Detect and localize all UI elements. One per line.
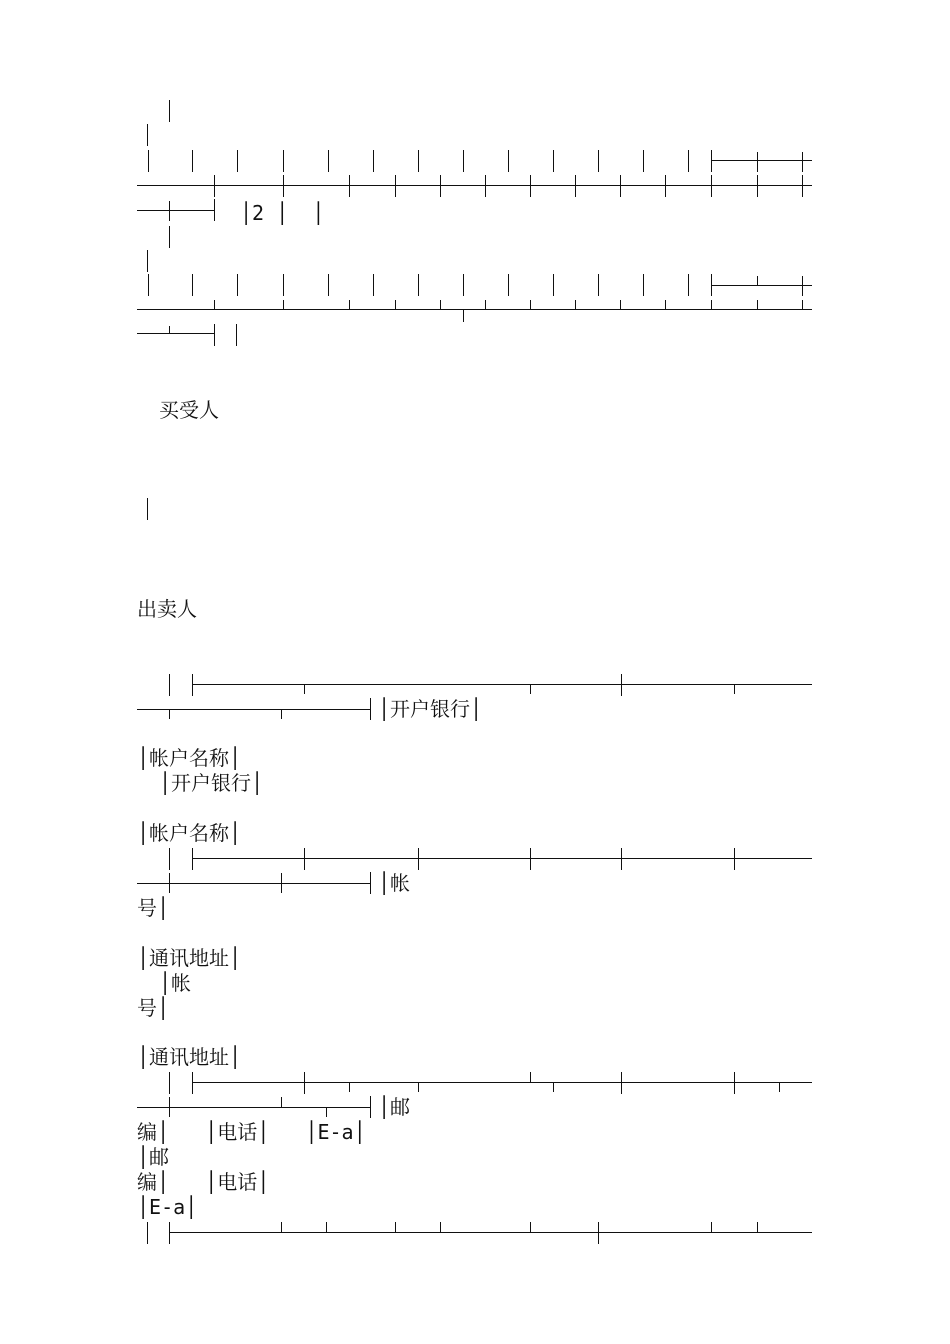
table-tick (440, 1222, 441, 1232)
table-rule (137, 709, 370, 710)
table-tick (192, 674, 193, 696)
grid-column-tick (418, 150, 419, 172)
grid-column-tick (349, 175, 350, 197)
grid-column-tick (283, 300, 284, 310)
account-number-label-2a: │帐 (159, 971, 192, 995)
grid-column-tick (711, 150, 712, 172)
grid-column-tick (802, 175, 803, 197)
account-number-label-1a: │帐 (378, 871, 411, 895)
table-tick (370, 872, 371, 894)
grid-column-tick (395, 300, 396, 310)
table-tick (169, 1072, 170, 1094)
grid-column-tick (598, 274, 599, 296)
grid-column-tick (463, 150, 464, 172)
table-tick (169, 1097, 170, 1117)
grid-column-tick (440, 175, 441, 197)
grid-column-tick (148, 150, 149, 172)
table-tick (169, 873, 170, 893)
grid-column-tick (148, 274, 149, 296)
grid-column-tick (802, 300, 803, 310)
grid-column-tick (553, 150, 554, 172)
address-field-1: │通讯地址│ (137, 946, 242, 970)
grid-rule (711, 160, 812, 161)
grid-column-tick (283, 150, 284, 172)
table-tick (530, 848, 531, 870)
table-tick (621, 1072, 622, 1094)
grid-column-tick (643, 274, 644, 296)
account-number-label-1b: 号│ (137, 896, 170, 920)
grid-column-tick (508, 150, 509, 172)
table-tick (621, 674, 622, 696)
grid-column-tick (757, 152, 758, 172)
grid-column-tick (328, 274, 329, 296)
grid-column-tick (395, 175, 396, 197)
table-rule (192, 1082, 812, 1083)
account-name-field-2: │帐户名称│ (137, 821, 242, 845)
table-tick (326, 1222, 327, 1232)
grid-column-tick (620, 175, 621, 197)
table-tick (734, 1072, 735, 1094)
grid-column-tick (237, 150, 238, 172)
grid-column-tick (214, 324, 215, 346)
grid-column-tick (169, 201, 170, 221)
grid-column-tick (485, 175, 486, 197)
grid-column-tick (463, 310, 464, 322)
grid-column-tick (192, 274, 193, 296)
table-tick (304, 684, 305, 694)
table-tick (304, 848, 305, 870)
grid-column-tick (328, 150, 329, 172)
table-rule (192, 858, 812, 859)
postal-code-label-1a: │邮 (378, 1095, 411, 1119)
grid-column-tick (530, 300, 531, 310)
table-rule (137, 883, 370, 884)
grid-rule (137, 333, 214, 334)
grid-divider (169, 100, 170, 122)
table-tick (779, 1082, 780, 1092)
grid-column-tick (530, 175, 531, 197)
grid-column-tick (214, 175, 215, 197)
account-name-field-1: │帐户名称│ (137, 746, 242, 770)
table-tick (304, 1072, 305, 1094)
table-tick (349, 1082, 350, 1092)
grid-rule (137, 210, 214, 211)
grid-column-tick (711, 175, 712, 197)
table-tick (169, 1222, 170, 1244)
account-number-label-2b: 号│ (137, 996, 170, 1020)
grid-column-tick (192, 150, 193, 172)
postal-code-label-2a: │邮 (137, 1145, 170, 1169)
grid-column-tick (643, 150, 644, 172)
grid-column-tick (757, 175, 758, 197)
seller-label: 出卖人 (137, 597, 197, 621)
table-tick (418, 848, 419, 870)
table-tick (147, 1222, 148, 1244)
address-field-2: │通讯地址│ (137, 1045, 242, 1069)
grid-column-tick (237, 274, 238, 296)
grid-column-tick (440, 300, 441, 310)
bank-name-field-1: │开户银行│ (378, 697, 483, 721)
grid-column-tick (688, 274, 689, 296)
table-tick (192, 1072, 193, 1094)
table-tick (711, 1222, 712, 1232)
table-tick (530, 684, 531, 694)
table-tick (621, 848, 622, 870)
postal-phone-row-2: 编│ │电话│ (137, 1170, 270, 1194)
table-tick (734, 684, 735, 694)
grid-divider (147, 124, 148, 146)
table-tick (169, 848, 170, 870)
bank-name-field-2: │开户银行│ (159, 771, 264, 795)
grid-column-tick (575, 300, 576, 310)
grid-column-tick (711, 300, 712, 310)
grid-column-tick (802, 276, 803, 296)
table-rule (192, 684, 812, 685)
grid-column-tick (236, 324, 237, 346)
grid-column-tick (757, 276, 758, 286)
table-tick (281, 1222, 282, 1232)
table-tick (395, 1222, 396, 1232)
table-tick (281, 1097, 282, 1107)
grid-column-tick (620, 300, 621, 310)
grid-column-tick (688, 150, 689, 172)
grid-column-tick (665, 300, 666, 310)
table-tick (734, 848, 735, 870)
grid-row-label: │2 │ │ (240, 201, 325, 225)
grid-rule (711, 285, 812, 286)
email-field-2: │E-a│ (137, 1195, 198, 1219)
table-tick (370, 698, 371, 720)
table-tick (169, 709, 170, 719)
grid-column-tick (553, 274, 554, 296)
table-tick (598, 1222, 599, 1244)
grid-divider (147, 250, 148, 272)
grid-column-tick (169, 326, 170, 334)
postal-phone-email-row-1: 编│ │电话│ │E-a│ (137, 1120, 366, 1144)
grid-column-tick (214, 199, 215, 221)
grid-column-tick (463, 274, 464, 296)
grid-column-tick (349, 300, 350, 310)
table-tick (192, 848, 193, 870)
grid-column-tick (575, 175, 576, 197)
grid-divider (169, 226, 170, 248)
grid-column-tick (508, 274, 509, 296)
grid-column-tick (757, 300, 758, 310)
grid-column-tick (665, 175, 666, 197)
grid-column-tick (418, 274, 419, 296)
table-divider (147, 498, 148, 520)
grid-column-tick (485, 300, 486, 310)
table-tick (281, 873, 282, 893)
table-tick (530, 1222, 531, 1232)
grid-column-tick (598, 150, 599, 172)
table-tick (553, 1082, 554, 1092)
grid-column-tick (283, 274, 284, 296)
table-tick (418, 1082, 419, 1092)
table-tick (326, 1107, 327, 1117)
grid-column-tick (283, 175, 284, 197)
table-tick (281, 709, 282, 719)
buyer-label: 买受人 (159, 398, 219, 422)
table-tick (169, 674, 170, 696)
grid-column-tick (802, 152, 803, 172)
grid-column-tick (214, 300, 215, 310)
table-tick (757, 1222, 758, 1232)
table-rule (137, 1107, 370, 1108)
table-tick (530, 1072, 531, 1082)
grid-column-tick (373, 274, 374, 296)
table-rule (169, 1232, 812, 1233)
grid-column-tick (373, 150, 374, 172)
table-tick (370, 1096, 371, 1118)
